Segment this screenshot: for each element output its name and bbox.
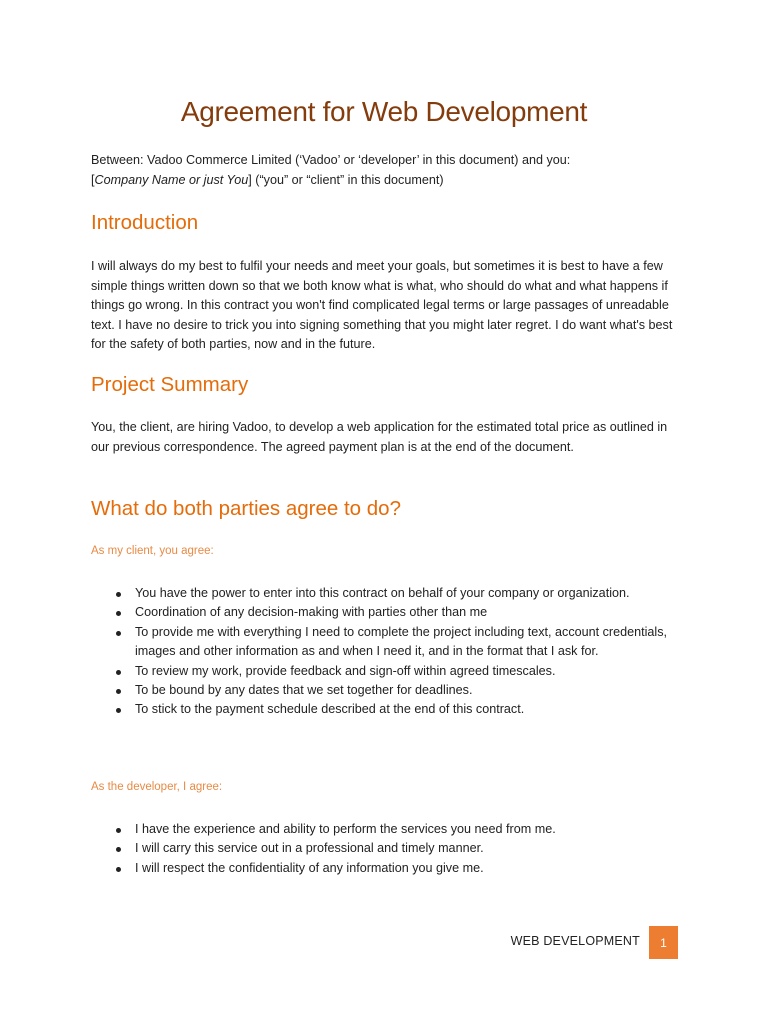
company-name-placeholder: Company Name or just You [94,172,249,187]
list-item: Coordination of any decision-making with parties other than me [113,603,683,622]
client-agreement-list [113,584,683,720]
page-number: 1 [660,935,667,950]
list-item: I will respect the confidentiality of any information you give me. [113,859,683,878]
bullet-icon [116,592,121,597]
bullet-icon [116,670,121,675]
project-summary-paragraph: You, the client, are hiring Vadoo, to develop a web application for the estimated total price as outlined in our previous correspondence. The agreed payment plan is at the end of the document. [91,420,668,454]
introduction-heading: Introduction [91,211,199,234]
parties-statement [91,151,691,190]
list-item: I will carry this service out in a professional and timely manner. [113,839,683,858]
developer-agreement-list [113,820,683,878]
bullet-icon [116,867,121,872]
parties-line-1: Between: Vadoo Commerce Limited (‘Vadoo’ or ‘developer’ in this document) and you: [91,153,571,167]
list-item: To provide me with everything I need to complete the project including text, account credentials, images and other information as and when I need it, and in the format that I ask for. [113,623,683,662]
document-title: Agreement for Web Development [180,96,588,127]
bullet-icon [116,631,121,636]
bullet-icon [116,708,121,713]
agreement-heading: What do both parties agree to do? [91,497,401,520]
introduction-paragraph: I will always do my best to fulfil your needs and meet your goals, but sometimes it is best to have a few simple things written down so that we both know what is what, who should do what and what happens if things go wrong. In this contract you won't find complicated legal terms or large passages of unreadable text. I have no desire to trick you into signing something that you might later regret. I do want what's best for the safety of both parties, now and in the future. [91,259,673,352]
developer-agreement-subheading: As the developer, I agree: [91,781,223,793]
client-agreement-subheading: As my client, you agree: [91,545,214,557]
list-item: To be bound by any dates that we set together for deadlines. [113,681,683,700]
bullet-icon [116,611,121,616]
list-item: I have the experience and ability to perform the services you need from me. [113,820,683,839]
page-number-badge [649,926,678,959]
project-summary-heading: Project Summary [91,373,249,396]
footer-label: WEB DEVELOPMENT [510,934,640,948]
bullet-icon [116,847,121,852]
list-item: You have the power to enter into this contract on behalf of your company or organization. [113,584,683,603]
bullet-icon [116,828,121,833]
parties-line-2: [Company Name or just You] (“you” or “client” in this document) [91,172,444,187]
bullet-icon [116,689,121,694]
list-item: To stick to the payment schedule described at the end of this contract. [113,700,683,719]
list-item: To review my work, provide feedback and sign-off within agreed timescales. [113,662,683,681]
